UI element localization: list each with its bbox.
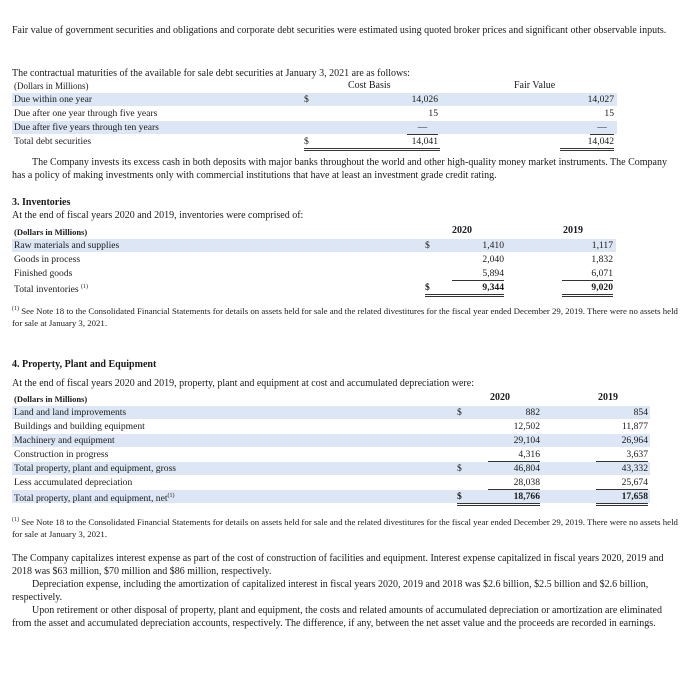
ppe-col-2019: 2019 <box>598 392 618 403</box>
value-2019: 1,832 <box>591 254 613 265</box>
cost-value: 14,026 <box>411 94 438 105</box>
table-row <box>12 239 616 252</box>
table-row <box>12 434 650 447</box>
value-2019: 3,637 <box>596 448 648 462</box>
footnote-marker: (1) <box>12 517 19 523</box>
closing-paragraph-2: Depreciation expense, including the amortization of capitalized interest in fiscal years 2020, 2019 and 2018 was $2.6 billion, $2.5 billion and $2.6 billion, respectively. <box>12 579 649 603</box>
table-row <box>12 281 616 294</box>
value-2019: 1,117 <box>591 240 613 251</box>
dollar-sign: $ <box>457 463 462 474</box>
maturity-col-fair: Fair Value <box>514 80 556 91</box>
value-2020: 28,038 <box>488 476 540 490</box>
dollar-sign: $ <box>457 490 540 506</box>
dollar-sign: $ <box>304 94 309 105</box>
row-label: Finished goods <box>14 268 73 279</box>
row-label: Less accumulated depreciation <box>14 477 133 488</box>
table-row <box>12 93 617 106</box>
dollar-sign: $ <box>425 281 504 297</box>
row-label: Due after one year through five years <box>14 108 158 119</box>
value-2020: 9,344 <box>482 282 504 293</box>
dollar-sign: $ <box>457 407 462 418</box>
maturity-col-cost: Cost Basis <box>348 80 391 91</box>
table-row <box>12 253 616 266</box>
row-label: Machinery and equipment <box>14 435 115 446</box>
ppe-intro: At the end of fiscal years 2020 and 2019, property, plant and equipment at cost and accumulated depreciation were: <box>12 378 474 389</box>
ppe-heading: 4. Property, Plant and Equipment <box>12 359 157 370</box>
inventories-col-2020: 2020 <box>452 225 472 236</box>
row-label: Due within one year <box>14 94 93 105</box>
footnote-marker: (1) <box>167 493 175 499</box>
table-row <box>12 121 617 134</box>
ppe-unit: (Dollars in Millions) <box>14 394 88 404</box>
inventories-footnote <box>12 303 682 329</box>
table-row <box>12 448 650 461</box>
row-label: Land and land improvements <box>14 407 127 418</box>
table-row <box>12 490 650 503</box>
table-row <box>12 420 650 433</box>
row-label-text: Total inventories <box>14 284 79 296</box>
table-row <box>12 107 617 120</box>
fair-value: 15 <box>604 108 614 119</box>
ppe-footnote <box>12 514 682 540</box>
row-label: Raw materials and supplies <box>14 240 120 251</box>
value-2019: 17,658 <box>596 490 648 506</box>
table-row <box>12 406 650 419</box>
value-2019: 6,071 <box>562 267 613 281</box>
maturity-unit: (Dollars in Millions) <box>14 81 89 91</box>
row-label-text: Total property, plant and equipment, net <box>14 493 168 505</box>
value-2019: 11,877 <box>621 421 648 432</box>
table-row <box>12 462 650 475</box>
inventories-heading: 3. Inventories <box>12 197 71 208</box>
fair-value: — <box>590 121 614 135</box>
value-2019: 854 <box>633 407 648 418</box>
maturity-paragraph: The Company invests its excess cash in both deposits with major banks throughout the world and other high-quality money market instruments. The Company has a policy of making investments only with commercial institutions that have at least an investment grade credit rating. <box>12 157 667 181</box>
table-row <box>12 135 617 148</box>
value-2020: 2,040 <box>482 254 504 265</box>
dollar-sign: $ <box>425 240 430 251</box>
closing-paragraph-3: Upon retirement or other disposal of property, plant and equipment, the costs and related amounts of accumulated depreciation or amortization are eliminated from the asset and accumulated depreciation accounts, respectively. The difference, if any, between the net asset value and the proceeds are recorded in earnings. <box>12 605 662 629</box>
table-row <box>12 267 616 280</box>
table-row <box>12 476 650 489</box>
intro-paragraph: Fair value of government securities and obligations and corporate debt securities were estimated using quoted broker prices and significant other observable inputs. <box>12 25 667 36</box>
maturity-intro: The contractual maturities of the available for sale debt securities at January 3, 2021 are as follows: <box>12 68 410 79</box>
row-label <box>14 490 175 505</box>
footnote-marker: (1) <box>81 284 89 290</box>
value-2020: 18,766 <box>513 491 540 502</box>
value-2019: 43,332 <box>621 463 648 474</box>
value-2020: 29,104 <box>513 435 540 446</box>
inventories-intro: At the end of fiscal years 2020 and 2019, inventories were comprised of: <box>12 210 304 221</box>
value-2019: 9,020 <box>562 281 613 297</box>
row-label: Goods in process <box>14 254 81 265</box>
value-2020: 5,894 <box>452 267 504 281</box>
value-2020: 12,502 <box>513 421 540 432</box>
fair-value: 14,042 <box>560 135 614 151</box>
dollar-sign: $ <box>304 135 440 151</box>
value-2019: 26,964 <box>621 435 648 446</box>
footnote-marker: (1) <box>12 306 19 312</box>
row-label: Construction in progress <box>14 449 109 460</box>
value-2020: 882 <box>525 407 540 418</box>
value-2020: 46,804 <box>513 463 540 474</box>
cost-value: — <box>407 121 438 135</box>
footnote-text: See Note 18 to the Consolidated Financial Statements for details on assets held for sale and the related divestitures for the fiscal year ended December 29, 2019. There were no assets held for sale at January 3, 2021. <box>12 305 678 328</box>
value-2020: 1,410 <box>482 240 504 251</box>
cost-value: 14,041 <box>411 136 438 147</box>
closing-paragraph-1: The Company capitalizes interest expense as part of the cost of construction of facilities and equipment. Interest expense capitalized in fiscal years 2020, 2019 and 2018 was $63 million, $70 million and $86 million, respectively. <box>12 553 664 577</box>
footnote-text: See Note 18 to the Consolidated Financial Statements for details on assets held for sale and the related divestitures for the fiscal year ended December 29, 2019. There were no assets held for sale at January 3, 2021. <box>12 516 678 539</box>
fair-value: 14,027 <box>587 94 614 105</box>
inventories-unit: (Dollars in Millions) <box>14 227 88 237</box>
row-label: Buildings and building equipment <box>14 421 145 432</box>
value-2020: 4,316 <box>488 448 540 462</box>
row-label: Due after five years through ten years <box>14 122 159 133</box>
row-label: Total property, plant and equipment, gross <box>14 463 177 474</box>
row-label: Total debt securities <box>14 136 92 147</box>
cost-value: 15 <box>428 108 438 119</box>
inventories-col-2019: 2019 <box>563 225 583 236</box>
value-2019: 25,674 <box>596 476 648 490</box>
ppe-col-2020: 2020 <box>490 392 510 403</box>
row-label <box>14 281 88 296</box>
